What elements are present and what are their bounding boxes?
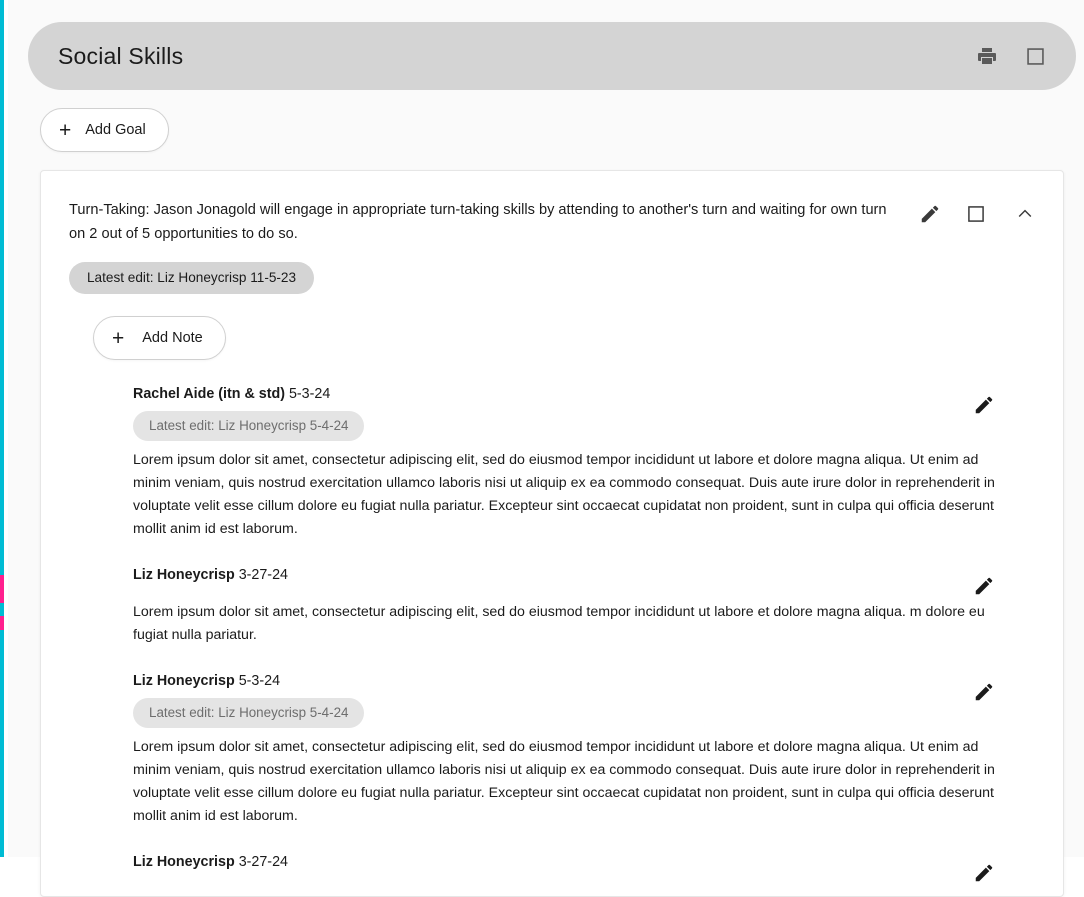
header-actions [974, 43, 1048, 69]
plus-icon: + [112, 326, 125, 350]
add-goal-label: Add Goal [85, 122, 146, 138]
note-author: Rachel Aide (itn & std) [133, 386, 285, 403]
note-header [133, 386, 995, 402]
goal-description: Turn-Taking: Jason Jonagold will engage in appropriate turn-taking skills by attending to another's turn and waiting for own turn on 2 out of 5 opportunities to do so. [69, 202, 887, 242]
add-goal-button[interactable] [40, 108, 169, 152]
add-note-button[interactable] [93, 316, 226, 360]
pencil-icon[interactable] [973, 394, 995, 421]
note-header [133, 673, 995, 689]
note-body: Lorem ipsum dolor sit amet, consectetur adipiscing elit, sed do eiusmod tempor incididunt ut labore et dolore magna aliqua. Ut enim ad minim veniam, quis nostrud exercitation ullamco laboris nisi ut aliquip ex ea commodo consequat. Duis aute irure dolor in reprehenderit in voluptate velit esse cillum dolore eu fugiat nulla pariatur. Excepteur sint occaecat cupidatat non proident, sunt in culpa qui officia deserunt mollit anim id est laborum. [133, 739, 995, 825]
pencil-icon[interactable] [973, 862, 995, 889]
chevron-up-icon[interactable] [1009, 201, 1035, 227]
note-body: Lorem ipsum dolor sit amet, consectetur adipiscing elit, sed do eiusmod tempor incididunt ut labore et dolore magna aliqua. Ut enim ad minim veniam, quis nostrud exercitation ullamco laboris nisi ut aliquip ex ea commodo consequat. Duis aute irure dolor in reprehenderit in voluptate velit esse cillum dolore eu fugiat nulla pariatur. Excepteur sint occaecat cupidatat non proident, sunt in culpa qui officia deserunt mollit anim id est laborum. [133, 452, 995, 538]
note-item [133, 854, 995, 870]
goal-latest-edit-badge: Latest edit: Liz Honeycrisp 11-5-23 [69, 262, 314, 294]
note-date: 5-3-24 [288, 386, 331, 403]
notes-list [69, 386, 1035, 870]
note-item [133, 386, 995, 541]
note-header [133, 854, 995, 870]
note-date: 3-27-24 [238, 854, 288, 871]
note-item [133, 567, 995, 647]
printer-icon[interactable] [974, 43, 1000, 69]
main-content [8, 0, 1084, 871]
add-note-label: Add Note [142, 330, 203, 347]
square-icon[interactable] [963, 201, 989, 227]
pencil-icon[interactable] [917, 201, 943, 227]
pencil-icon[interactable] [973, 575, 995, 602]
goal-header [69, 199, 1035, 246]
note-author: Liz Honeycrisp [133, 854, 235, 871]
pencil-icon[interactable] [973, 681, 995, 708]
note-header [133, 567, 995, 583]
square-icon[interactable] [1022, 43, 1048, 69]
goal-actions [917, 199, 1035, 227]
note-author: Liz Honeycrisp [133, 567, 235, 584]
left-accent-marker-1 [0, 575, 4, 603]
note-body: Lorem ipsum dolor sit amet, consectetur adipiscing elit, sed do eiusmod tempor incididunt ut labore et dolore magna aliqua. m dolore eu fugiat nulla pariatur. [133, 604, 985, 644]
section-header [28, 22, 1076, 90]
left-accent-marker-2 [0, 616, 4, 630]
note-item [133, 673, 995, 828]
note-date: 5-3-24 [238, 673, 281, 690]
note-author: Liz Honeycrisp [133, 673, 235, 690]
note-latest-edit-badge: Latest edit: Liz Honeycrisp 5-4-24 [133, 698, 364, 728]
left-accent-rail [0, 0, 4, 857]
plus-icon: + [59, 118, 72, 142]
goal-card [40, 170, 1064, 897]
note-latest-edit-badge: Latest edit: Liz Honeycrisp 5-4-24 [133, 411, 364, 441]
page-title: Social Skills [58, 42, 184, 69]
note-date: 3-27-24 [238, 567, 288, 584]
